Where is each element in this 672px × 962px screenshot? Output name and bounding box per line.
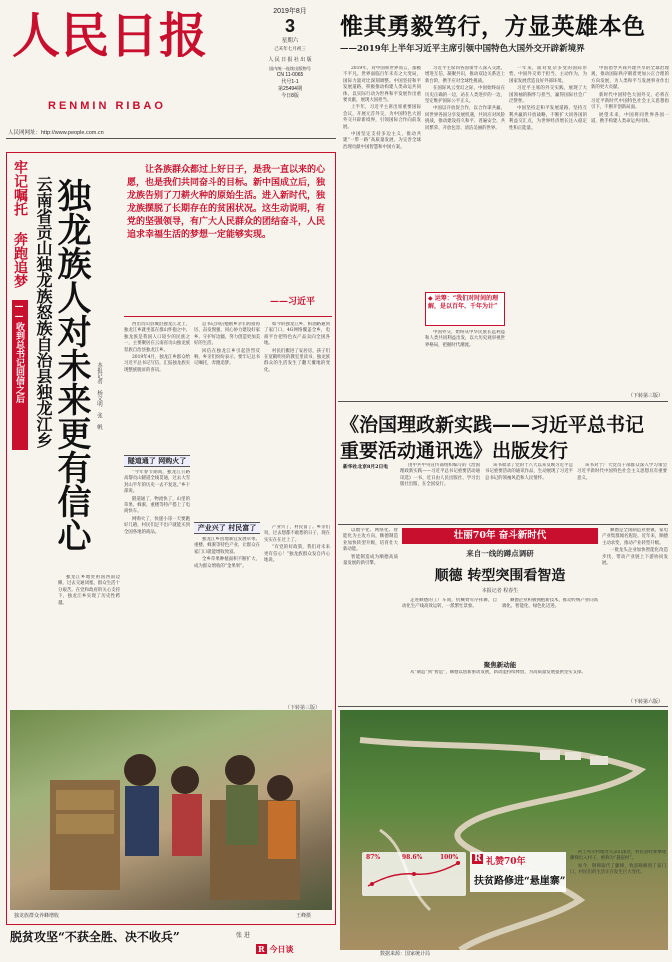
feature-col2: 走进顺德的工厂车间，机械臂有序挥舞，自动化生产线高效运转，一派繁忙景象。 — [402, 598, 497, 610]
main-article-col3: 如今的独龙江乡，柏油路通到了家门口，4G网络覆盖全乡，电商平台把特色农产品卖向全国各地。 村民们搬进了安居房，孩子们在宽敞明亮的教室里读书，独龙族群众的生活发生了翻天覆地的变化。 — [264, 322, 330, 373]
feature-kicker: 来自一线的蹲点调研 — [466, 549, 534, 558]
main-article-col1: 西出贡山县城沿独龙江北上，独龙江乡就坐落在群山怀抱之中。独龙族是我国人口较少的民族之一，主要聚居在云南省贡山独龙族怒族自治县独龙江乡。 2019年4月，独龙江乡群众给习近平总书记写信，汇报独龙族实现整族脱贫的喜讯。 — [124, 322, 190, 373]
book-news-lead: 新华社北京8月2日电 — [343, 464, 389, 470]
stat-2: 98.6% — [402, 854, 423, 861]
poverty-column-headline[interactable]: 脱贫攻坚“不获全胜、决不收兵” — [10, 930, 180, 944]
mid-continued: （下转第三版） — [628, 393, 664, 399]
feature-continued: （下转第六版） — [628, 699, 664, 705]
top-article-col3: 一年来，面对复杂多变的国际形势，中国外交勇于担当、主动作为，为国家发展营造良好外部环境。 习近平主席的外交实践，展现了大国领袖的胸怀与担当，赢得国际社会广泛赞誉。 中国坚持走和平发展道路，坚持互利共赢的开放战略，不断扩大同各国的利益交汇点，为世界经济增长注入稳定性和正能量。 — [509, 66, 587, 131]
book-news-rule — [338, 524, 668, 525]
photo-scene-icon — [10, 710, 332, 910]
main-photo — [10, 710, 332, 910]
top-headline[interactable]: 惟其勇毅笃行，方显英雄本色 — [340, 13, 646, 40]
lunar-date: 己亥年七月初三 — [274, 46, 306, 51]
box-followup-text: 中国外交，始终从中华民族长远利益和人类共同利益出发，以大历史观审视世界格局，把握时代潮流。 — [425, 330, 505, 348]
sidebar-label-1: 牢记嘱托 — [12, 160, 28, 216]
today-label: 今日谈 — [269, 944, 294, 954]
road-photo-caption: 数据来源：国家统计局 — [380, 951, 431, 957]
date-day: 3 — [284, 16, 295, 36]
book-news-title-2[interactable]: 重要活动通讯选》出版发行 — [340, 440, 569, 462]
section-heading-tunnel: 隧道通了 网购火了 — [124, 455, 190, 467]
feature-col1: 以数字化、网络化、智能化为主攻方向，顺德制造业加快转型升级，培育壮大新动能。 智能制造成为顺德高质量发展的新引擎。 — [343, 528, 398, 567]
quote-author: ——习近平 — [270, 297, 316, 307]
main-byline: 本报记者 杨文明 张 帆 — [96, 362, 102, 430]
top-section-rule — [338, 401, 668, 402]
stat-1: 87% — [366, 854, 381, 861]
road-headline[interactable]: 扶贫路修进“悬崖寨” — [474, 876, 566, 887]
book-news-title-1[interactable]: 《治国理政新实践——习近平总书记 — [340, 414, 645, 436]
quote-divider — [124, 316, 332, 317]
main-article-col7: 独龙江乡地处祖国西南边陲，过去交通闭塞，群众生活十分艰苦。在党和政府的关心支持下，独龙江乡实现了历史性跨越。 — [58, 575, 120, 606]
road-label: 礼赞70年 — [486, 857, 526, 867]
cn-code: CN 11-0065 — [276, 72, 304, 78]
road-headline-box — [470, 852, 566, 892]
main-article-col2: 总书记回信勉励乡亲们再接再厉、奋发图强，同心协力建设好家乡、守护好边疆，努力创造更加美好的生活。 回信在独龙江乡引起热烈反响，乡亲们纷纷表示，要牢记总书记嘱托，奔跑追梦。 — [194, 322, 260, 367]
date-line: 2019年8月 — [273, 8, 307, 15]
book-news-col1: 由中共中央宣传部组织编写的《治国理政新实践——习近平总书记重要活动通讯选》一书，近日由人民出版社、学习出版社出版，在全国发行。 — [400, 463, 480, 488]
date-block — [265, 6, 315, 99]
main-article-col5: 独龙江乡因地制宜发展草果、重楼、蜂蜜等特色产业，让群众在家门口就能增收致富。 全乡草果种植面积不断扩大，成为群众增收的“金果果”。 — [194, 537, 260, 569]
masthead-rule — [6, 138, 336, 139]
date-weekday: 星期六 — [281, 38, 299, 44]
publisher: 人 民 日 报 社 出 版 — [268, 57, 312, 63]
book-news-col3: 该书对于广大党员干部群众深入学习领会习近平新时代中国特色社会主义思想具有重要意义。 — [577, 463, 667, 481]
sidebar-label-3: ——收到总书记回信之后 — [14, 302, 24, 403]
code: 代号1-1 — [281, 79, 299, 85]
main-headline[interactable]: 独龙族人对未来更有信心 — [51, 178, 91, 552]
masthead-title: 人民日报 — [12, 8, 209, 64]
sidebar-label-2: 奔跑追梦 — [12, 232, 28, 288]
highlight-box-title: ◆ 运筹：“我们对时间的理解，是以百年、千年为计” — [428, 295, 499, 310]
top-article-col2: 习近平主席同各国领导人深入交流，增进互信，凝聚共识，推动双边关系迈上新台阶，携手应对全球性挑战。 在国际风云变幻之际，中国始终站在历史正确的一边，站在人类进步的一边，坚定维护国际公平正义。 中国以开放促合作，以合作谋共赢，同世界各国分享发展机遇，共同应对风险挑战，推动建设持久和平、普遍安全、共同繁荣、开放包容、清洁美丽的世界。 — [425, 66, 505, 131]
poverty-column-author: 张 进 — [236, 932, 250, 939]
stat-3: 100% — [440, 854, 459, 861]
masthead-pinyin: RENMIN RIBAO — [48, 100, 166, 112]
feature-rule — [338, 706, 668, 707]
road-marker: R — [474, 854, 482, 864]
photo-caption: 独龙族群众养蜂增收 — [14, 913, 60, 919]
main-article-col6: 产业兴了，村民富了。乡亲们说，过去想都不敢想的日子，现在实实在在过上了。 “有党的好政策，我们对未来更有信心！”独龙族群众发自内心地说。 — [264, 525, 330, 564]
road-text: 阿土列尔村地处大凉山深处，村民曾经要攀爬藤梯出入村子，被称为“悬崖村”。 如今，钢梯取代了藤梯，致富路修到了家门口，村民们的生活正在发生巨大变化。 — [570, 850, 666, 876]
top-article-col1: 2019年，对中国和世界而言，都极不平凡。世界面临百年未有之大变局，国际力量对比深刻调整。中国坚持和平发展道路，积极推动构建人类命运共同体，以实际行动为世界和平发展作出重要贡献，展现大国担当。 上半年，习近平主席出席重要国际会议，开展元首外交，为中国特色大国外交开辟新境界，引领国际合作向前发展。 中国坚定支持多边主义，推动共建“一带一路”高质量发展，为完善全球治理贡献中国智慧和中国方案。 — [343, 66, 421, 150]
feature-col3: 顺德企业积极拥抱新技术，推动传统产业向高端化、智能化、绿色化迈进。 — [502, 598, 598, 610]
photographer: 王峰摄 — [296, 913, 312, 919]
feature-banner: 壮丽70年 奋斗新时代 — [402, 528, 598, 544]
main-continued: （下转第三版） — [285, 705, 321, 711]
book-news-col2: 该书收录了党的十八大以来反映习近平总书记重要活动的通讯作品，生动展现了习近平总书记的领袖风范和人民情怀。 — [485, 463, 573, 481]
section-heading-industry: 产业兴了 村民富了 — [194, 522, 260, 534]
issue-number: 第25494期 — [278, 86, 302, 92]
feature-byline: 本报记者 程春生 — [481, 588, 519, 594]
quote-text: 让各族群众都过上好日子，是我一直以来的心愿，也是我们共同奋斗的目标。新中国成立后，独龙族告别了刀耕火种的原始生活。进入新时代，独龙族摆脱了长期存在的贫困状况。这生动说明，有党的坚强领导，有广大人民群众的团结奋斗，人民追求幸福生活的梦想一定能够实现。 — [127, 165, 326, 240]
feature-col5: 顺德是全国制造业重镇，家电产业集群闻名遐迩。近年来，顺德主动求变，推动产业转型升级。 一批龙头企业加快智能化改造步伐，带动产业链上下游协同发展。 — [602, 528, 668, 567]
stats-panel — [362, 852, 466, 896]
feature-headline[interactable]: 顺德 转型突围看智造 — [434, 568, 566, 584]
main-subhead: 云南省贡山独龙族怒族自治县独龙江乡 — [34, 176, 53, 448]
today-marker: R — [258, 944, 265, 954]
feature-section: 聚焦新动能 — [483, 661, 517, 669]
main-article-col4: “今年春节期间，独龙江公路高黎贡山隧道全线贯通，过去大雪封山半年的历史一去不复返。”乡干部说。 隧道通了，物流快了，山里的草果、蜂蜜、重楼等特产搭上了电商快车。 网购火了，快递小哥一天要跑好几趟，村民们足不出户就能买到全国各地的商品。 — [124, 470, 190, 535]
top-article-col4: 中国倡导共商共建共享的全球治理观，推动国际秩序朝着更加公正合理的方向发展，为人类和平与发展事业作出新的更大贡献。 新时代中国特色大国外交，必将在习近平新时代中国特色社会主义思想指引下，不断开创新局面。 展望未来，中国将同世界各国一道，携手构建人类命运共同体。 — [591, 66, 669, 125]
website[interactable]: 人民网网址：http://www.people.com.cn — [8, 130, 104, 136]
highlight-box — [425, 292, 505, 326]
feature-col4: 从“制造”到“智造”，顺德以创新驱动发展，新动能持续释放，为高质量发展提供坚实支撑。 — [410, 670, 586, 675]
cn-number: 国内统一连续出版物号 — [269, 66, 311, 71]
today-talk[interactable] — [256, 944, 293, 955]
page-count: 今日8版 — [281, 93, 299, 99]
top-subheadline: ——2019年上半年习近平主席引领中国特色大国外交开辟新境界 — [340, 44, 585, 54]
